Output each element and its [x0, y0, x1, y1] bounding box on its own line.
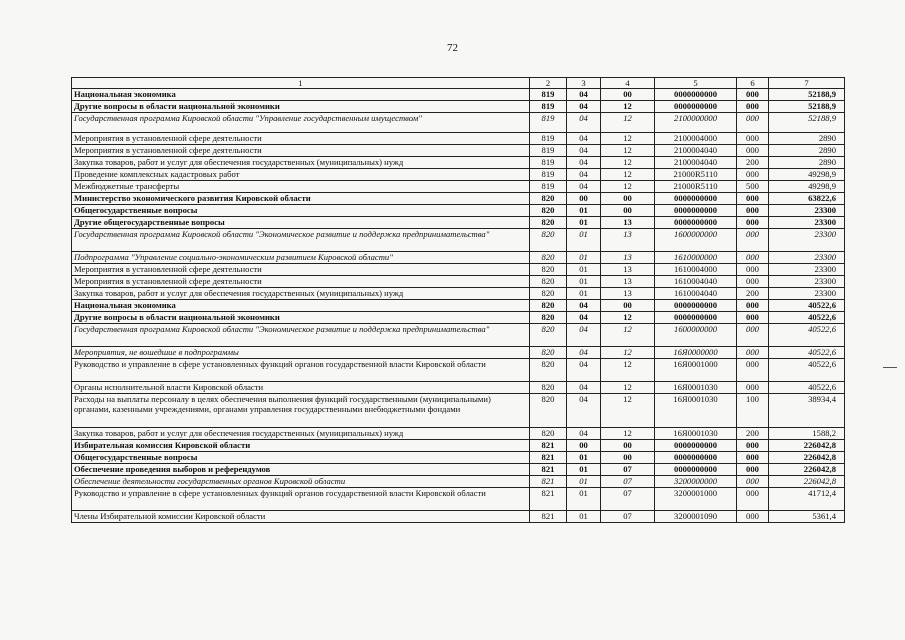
- target-article-cell: 21000R5110: [655, 181, 737, 193]
- target-article-cell: 1610004040: [655, 288, 737, 300]
- target-article-cell: 1610004040: [655, 276, 737, 288]
- section-code-cell: 04: [567, 300, 601, 312]
- subsection-code-cell: 12: [601, 312, 655, 324]
- table-row: [72, 181, 845, 193]
- target-article-cell: 0000000000: [655, 300, 737, 312]
- table-row: [72, 229, 845, 252]
- table-row: [72, 464, 845, 476]
- target-article-cell: 0000000000: [655, 312, 737, 324]
- subsection-code-cell: 12: [601, 101, 655, 113]
- item-name-cell: Мероприятия в установленной сфере деятельности: [72, 264, 530, 276]
- ministry-code-cell: 819: [530, 89, 567, 101]
- table-row: [72, 394, 845, 428]
- section-code-cell: 04: [567, 133, 601, 145]
- column-number: 7: [769, 78, 845, 89]
- expense-type-cell: 000: [737, 133, 769, 145]
- table-row: [72, 382, 845, 394]
- amount-cell: 23300: [769, 217, 845, 229]
- ministry-code-cell: 819: [530, 157, 567, 169]
- item-name-cell: Члены Избирательной комиссии Кировской области: [72, 511, 530, 523]
- target-article-cell: 2100004040: [655, 157, 737, 169]
- ministry-code-cell: 821: [530, 488, 567, 511]
- ministry-code-cell: 820: [530, 229, 567, 252]
- ministry-code-cell: 820: [530, 359, 567, 382]
- item-name-cell: Обеспечение проведения выборов и референдумов: [72, 464, 530, 476]
- amount-cell: 226042,8: [769, 452, 845, 464]
- ministry-code-cell: 819: [530, 133, 567, 145]
- section-code-cell: 04: [567, 89, 601, 101]
- section-code-cell: 00: [567, 440, 601, 452]
- subsection-code-cell: 13: [601, 264, 655, 276]
- subsection-code-cell: 07: [601, 476, 655, 488]
- target-article-cell: 0000000000: [655, 89, 737, 101]
- target-article-cell: 16Я0001000: [655, 359, 737, 382]
- table-row: [72, 157, 845, 169]
- amount-cell: 49298,9: [769, 169, 845, 181]
- section-code-cell: 04: [567, 181, 601, 193]
- subsection-code-cell: 12: [601, 428, 655, 440]
- subsection-code-cell: 07: [601, 511, 655, 523]
- section-code-cell: 01: [567, 464, 601, 476]
- subsection-code-cell: 12: [601, 324, 655, 347]
- table-row: [72, 145, 845, 157]
- column-number: 4: [601, 78, 655, 89]
- subsection-code-cell: 12: [601, 157, 655, 169]
- section-code-cell: 04: [567, 382, 601, 394]
- table-row: [72, 252, 845, 264]
- expense-type-cell: 200: [737, 288, 769, 300]
- item-name-cell: Межбюджетные трансферты: [72, 181, 530, 193]
- ministry-code-cell: 820: [530, 264, 567, 276]
- subsection-code-cell: 07: [601, 464, 655, 476]
- table-row: [72, 428, 845, 440]
- ministry-code-cell: 821: [530, 464, 567, 476]
- expense-type-cell: 200: [737, 157, 769, 169]
- ministry-code-cell: 821: [530, 476, 567, 488]
- ministry-code-cell: 820: [530, 382, 567, 394]
- expense-type-cell: 000: [737, 452, 769, 464]
- subsection-code-cell: 00: [601, 89, 655, 101]
- section-code-cell: 01: [567, 288, 601, 300]
- expense-type-cell: 500: [737, 181, 769, 193]
- section-code-cell: 04: [567, 428, 601, 440]
- ministry-code-cell: 820: [530, 394, 567, 428]
- ministry-code-cell: 820: [530, 428, 567, 440]
- target-article-cell: 0000000000: [655, 217, 737, 229]
- item-name-cell: Закупка товаров, работ и услуг для обеспечения государственных (муниципальных) нужд: [72, 288, 530, 300]
- target-article-cell: 0000000000: [655, 193, 737, 205]
- expense-type-cell: 000: [737, 169, 769, 181]
- subsection-code-cell: 00: [601, 452, 655, 464]
- expense-type-cell: 000: [737, 440, 769, 452]
- table-row: [72, 511, 845, 523]
- amount-cell: 41712,4: [769, 488, 845, 511]
- section-code-cell: 01: [567, 452, 601, 464]
- expense-type-cell: 000: [737, 312, 769, 324]
- subsection-code-cell: 12: [601, 359, 655, 382]
- item-name-cell: Обеспечение деятельности государственных органов Кировской области: [72, 476, 530, 488]
- expense-type-cell: 000: [737, 382, 769, 394]
- ministry-code-cell: 821: [530, 452, 567, 464]
- subsection-code-cell: 12: [601, 347, 655, 359]
- table-row: [72, 312, 845, 324]
- amount-cell: 2890: [769, 157, 845, 169]
- expense-type-cell: 000: [737, 145, 769, 157]
- expense-type-cell: 000: [737, 101, 769, 113]
- item-name-cell: Государственная программа Кировской области "Управление государственным имуществом": [72, 113, 530, 133]
- subsection-code-cell: 13: [601, 288, 655, 300]
- amount-cell: 226042,8: [769, 464, 845, 476]
- table-row: [72, 89, 845, 101]
- table-row: [72, 347, 845, 359]
- table-row: [72, 452, 845, 464]
- item-name-cell: Общегосударственные вопросы: [72, 205, 530, 217]
- item-name-cell: Мероприятия в установленной сфере деятельности: [72, 133, 530, 145]
- table-row: [72, 288, 845, 300]
- expense-type-cell: 000: [737, 324, 769, 347]
- target-article-cell: 21000R5110: [655, 169, 737, 181]
- amount-cell: 23300: [769, 252, 845, 264]
- expense-type-cell: 000: [737, 359, 769, 382]
- expense-type-cell: 000: [737, 347, 769, 359]
- subsection-code-cell: 07: [601, 488, 655, 511]
- expense-type-cell: 000: [737, 511, 769, 523]
- column-number-row: [72, 78, 845, 89]
- expense-type-cell: 000: [737, 264, 769, 276]
- expense-type-cell: 200: [737, 428, 769, 440]
- target-article-cell: 16Я0001030: [655, 428, 737, 440]
- expense-type-cell: 000: [737, 252, 769, 264]
- column-number: 1: [72, 78, 530, 89]
- item-name-cell: Избирательная комиссия Кировской области: [72, 440, 530, 452]
- amount-cell: 23300: [769, 276, 845, 288]
- target-article-cell: 1600000000: [655, 324, 737, 347]
- item-name-cell: Национальная экономика: [72, 300, 530, 312]
- target-article-cell: 2100000000: [655, 113, 737, 133]
- section-code-cell: 00: [567, 193, 601, 205]
- table-row: [72, 101, 845, 113]
- amount-cell: 2890: [769, 133, 845, 145]
- table-row: [72, 300, 845, 312]
- ministry-code-cell: 820: [530, 252, 567, 264]
- subsection-code-cell: 00: [601, 300, 655, 312]
- item-name-cell: Закупка товаров, работ и услуг для обеспечения государственных (муниципальных) нужд: [72, 428, 530, 440]
- expense-type-cell: 000: [737, 476, 769, 488]
- section-code-cell: 01: [567, 511, 601, 523]
- section-code-cell: 01: [567, 264, 601, 276]
- item-name-cell: Мероприятия в установленной сфере деятельности: [72, 145, 530, 157]
- column-number: 6: [737, 78, 769, 89]
- ministry-code-cell: 819: [530, 145, 567, 157]
- ministry-code-cell: 819: [530, 169, 567, 181]
- target-article-cell: 0000000000: [655, 101, 737, 113]
- item-name-cell: Другие общегосударственные вопросы: [72, 217, 530, 229]
- amount-cell: 52188,9: [769, 113, 845, 133]
- amount-cell: 23300: [769, 288, 845, 300]
- ministry-code-cell: 820: [530, 217, 567, 229]
- column-number: 3: [567, 78, 601, 89]
- expense-type-cell: 000: [737, 205, 769, 217]
- ministry-code-cell: 820: [530, 324, 567, 347]
- amount-cell: 23300: [769, 264, 845, 276]
- expense-type-cell: 000: [737, 300, 769, 312]
- target-article-cell: 2100004040: [655, 145, 737, 157]
- table-row: [72, 217, 845, 229]
- item-name-cell: Мероприятия в установленной сфере деятельности: [72, 276, 530, 288]
- table-row: [72, 488, 845, 511]
- target-article-cell: 3200000000: [655, 476, 737, 488]
- target-article-cell: 3200001090: [655, 511, 737, 523]
- item-name-cell: Государственная программа Кировской области "Экономическое развитие и поддержка предпринимательства": [72, 229, 530, 252]
- section-code-cell: 01: [567, 205, 601, 217]
- subsection-code-cell: 00: [601, 193, 655, 205]
- section-code-cell: 01: [567, 276, 601, 288]
- section-code-cell: 04: [567, 359, 601, 382]
- target-article-cell: 16Я0001030: [655, 394, 737, 428]
- expense-type-cell: 000: [737, 488, 769, 511]
- subsection-code-cell: 12: [601, 169, 655, 181]
- amount-cell: 52188,9: [769, 101, 845, 113]
- target-article-cell: 0000000000: [655, 464, 737, 476]
- ministry-code-cell: 819: [530, 113, 567, 133]
- table-row: [72, 324, 845, 347]
- subsection-code-cell: 12: [601, 181, 655, 193]
- table-row: [72, 359, 845, 382]
- ministry-code-cell: 820: [530, 347, 567, 359]
- target-article-cell: 0000000000: [655, 452, 737, 464]
- section-code-cell: 01: [567, 476, 601, 488]
- subsection-code-cell: 00: [601, 205, 655, 217]
- subsection-code-cell: 00: [601, 440, 655, 452]
- amount-cell: 40522,6: [769, 347, 845, 359]
- subsection-code-cell: 13: [601, 276, 655, 288]
- item-name-cell: Министерство экономического развития Кировской области: [72, 193, 530, 205]
- amount-cell: 5361,4: [769, 511, 845, 523]
- subsection-code-cell: 12: [601, 145, 655, 157]
- item-name-cell: Руководство и управление в сфере установленных функций органов государственной власти Кировской области: [72, 359, 530, 382]
- amount-cell: 2890: [769, 145, 845, 157]
- expense-type-cell: 100: [737, 394, 769, 428]
- target-article-cell: 2100004000: [655, 133, 737, 145]
- table-row: [72, 276, 845, 288]
- item-name-cell: Органы исполнительной власти Кировской области: [72, 382, 530, 394]
- amount-cell: 40522,6: [769, 300, 845, 312]
- item-name-cell: Другие вопросы в области национальной экономики: [72, 101, 530, 113]
- item-name-cell: Государственная программа Кировской области "Экономическое развитие и поддержка предпринимательства": [72, 324, 530, 347]
- subsection-code-cell: 13: [601, 252, 655, 264]
- amount-cell: 63822,6: [769, 193, 845, 205]
- amount-cell: 40522,6: [769, 324, 845, 347]
- item-name-cell: Общегосударственные вопросы: [72, 452, 530, 464]
- expense-type-cell: 000: [737, 113, 769, 133]
- subsection-code-cell: 12: [601, 113, 655, 133]
- section-code-cell: 01: [567, 217, 601, 229]
- target-article-cell: 0000000000: [655, 205, 737, 217]
- subsection-code-cell: 12: [601, 133, 655, 145]
- table-row: [72, 169, 845, 181]
- item-name-cell: Проведение комплексных кадастровых работ: [72, 169, 530, 181]
- amount-cell: 40522,6: [769, 312, 845, 324]
- expense-type-cell: 000: [737, 89, 769, 101]
- section-code-cell: 04: [567, 157, 601, 169]
- ministry-code-cell: 819: [530, 181, 567, 193]
- target-article-cell: 16Я0001030: [655, 382, 737, 394]
- amount-cell: 226042,8: [769, 476, 845, 488]
- budget-table: [71, 77, 845, 523]
- subsection-code-cell: 12: [601, 382, 655, 394]
- item-name-cell: Другие вопросы в области национальной экономики: [72, 312, 530, 324]
- section-code-cell: 01: [567, 229, 601, 252]
- page-number: 72: [447, 42, 458, 54]
- section-code-cell: 04: [567, 312, 601, 324]
- section-code-cell: 01: [567, 488, 601, 511]
- table-row: [72, 193, 845, 205]
- ministry-code-cell: 820: [530, 193, 567, 205]
- ministry-code-cell: 820: [530, 205, 567, 217]
- target-article-cell: 1610000000: [655, 252, 737, 264]
- section-code-cell: 04: [567, 145, 601, 157]
- ministry-code-cell: 820: [530, 288, 567, 300]
- amount-cell: 23300: [769, 229, 845, 252]
- target-article-cell: 3200001000: [655, 488, 737, 511]
- table-row: [72, 264, 845, 276]
- ministry-code-cell: 820: [530, 312, 567, 324]
- ministry-code-cell: 820: [530, 300, 567, 312]
- section-code-cell: 01: [567, 252, 601, 264]
- target-article-cell: 1600000000: [655, 229, 737, 252]
- section-code-cell: 04: [567, 113, 601, 133]
- amount-cell: 226042,8: [769, 440, 845, 452]
- expense-type-cell: 000: [737, 276, 769, 288]
- section-code-cell: 04: [567, 169, 601, 181]
- scan-edge-mark: [883, 367, 897, 368]
- section-code-cell: 04: [567, 101, 601, 113]
- expense-type-cell: 000: [737, 464, 769, 476]
- table-row: [72, 440, 845, 452]
- ministry-code-cell: 820: [530, 276, 567, 288]
- target-article-cell: 0000000000: [655, 440, 737, 452]
- ministry-code-cell: 821: [530, 511, 567, 523]
- amount-cell: 1588,2: [769, 428, 845, 440]
- ministry-code-cell: 819: [530, 101, 567, 113]
- expense-type-cell: 000: [737, 217, 769, 229]
- table-row: [72, 133, 845, 145]
- section-code-cell: 04: [567, 324, 601, 347]
- target-article-cell: 16Я0000000: [655, 347, 737, 359]
- target-article-cell: 1610004000: [655, 264, 737, 276]
- item-name-cell: Мероприятия, не вошедшие в подпрограммы: [72, 347, 530, 359]
- table-row: [72, 113, 845, 133]
- subsection-code-cell: 13: [601, 229, 655, 252]
- amount-cell: 40522,6: [769, 359, 845, 382]
- column-number: 5: [655, 78, 737, 89]
- expense-type-cell: 000: [737, 229, 769, 252]
- item-name-cell: Подпрограмма "Управление социально-экономическим развитием Кировской области": [72, 252, 530, 264]
- amount-cell: 40522,6: [769, 382, 845, 394]
- subsection-code-cell: 12: [601, 394, 655, 428]
- column-number: 2: [530, 78, 567, 89]
- section-code-cell: 04: [567, 347, 601, 359]
- table-body: [72, 78, 845, 523]
- amount-cell: 23300: [769, 205, 845, 217]
- item-name-cell: Закупка товаров, работ и услуг для обеспечения государственных (муниципальных) нужд: [72, 157, 530, 169]
- table-row: [72, 476, 845, 488]
- item-name-cell: Расходы на выплаты персоналу в целях обеспечения выполнения функций государственными (муниципальными) органами, казенными учреждениями, органами управления государственными внебюджетными фондами: [72, 394, 530, 428]
- table-row: [72, 205, 845, 217]
- item-name-cell: Национальная экономика: [72, 89, 530, 101]
- amount-cell: 49298,9: [769, 181, 845, 193]
- item-name-cell: Руководство и управление в сфере установленных функций органов государственной власти Кировской области: [72, 488, 530, 511]
- expense-type-cell: 000: [737, 193, 769, 205]
- amount-cell: 38934,4: [769, 394, 845, 428]
- amount-cell: 52188,9: [769, 89, 845, 101]
- subsection-code-cell: 13: [601, 217, 655, 229]
- section-code-cell: 04: [567, 394, 601, 428]
- ministry-code-cell: 821: [530, 440, 567, 452]
